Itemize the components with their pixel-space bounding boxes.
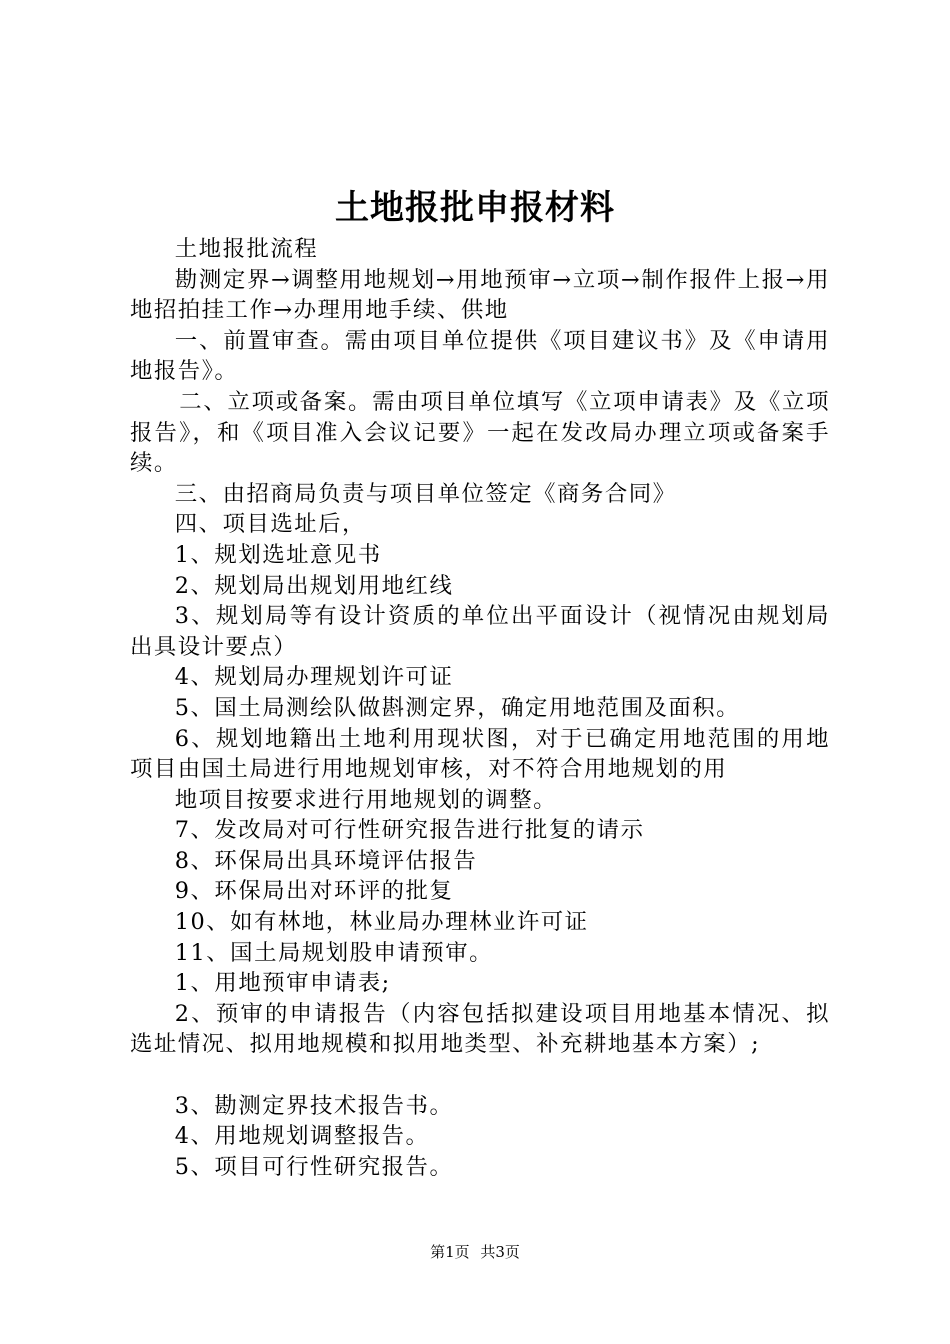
list-item: 9、环保局出对环评的批复 [174,878,454,905]
paragraph-flow-heading: 土地报批流程 [174,236,319,262]
paragraph-step-2: 二、立项或备案。需由项目单位填写《立项申请表》及《立项报告》，和《项目准入会议记要》一起在发改局办理立项或备案手续。 [130,388,830,477]
list-item: 5、国土局测绘队做斟测定界，确定用地范围及面积。 [174,694,741,721]
list-item-continuation: 地项目按要求进行用地规划的调整。 [174,786,558,813]
paragraph-step-4: 四、项目选址后， [174,511,366,538]
page-footer [0,1242,950,1262]
paragraph-step-3: 三、由招商局负责与项目单位签定《商务合同》 [174,480,677,507]
list-item: 5、项目可行性研究报告。 [174,1153,454,1180]
list-item: 7、发改局对可行性研究报告进行批复的请示 [174,817,645,844]
list-item: 4、用地规划调整报告。 [174,1123,430,1150]
list-item: 10、如有林地，林业局办理林业许可证 [174,909,589,936]
list-item: 1、用地预审申请表; [174,970,391,997]
list-item: 8、环保局出具环境评估报告 [174,847,478,874]
paragraph-flow-steps: 勘测定界→调整用地规划→用地预审→立项→制作报件上报→用地招拍挂工作→办理用地手续、供地 [130,266,830,324]
paragraph-step-1: 一、前置审查。需由项目单位提供《项目建议书》及《申请用地报告》。 [130,327,830,385]
document-body [130,234,830,1182]
list-item: 2、规划局出规划用地红线 [174,572,454,599]
list-item: 1、规划选址意见书 [174,541,382,568]
list-item: 6、规划地籍出土地利用现状图，对于已确定用地范围的用地项目由国土局进行用地规划审核，对不符合用地规划的用 [130,725,830,783]
list-item: 3、勘测定界技术报告书。 [174,1092,454,1119]
list-item: 3、规划局等有设计资质的单位出平面设计（视情况由规划局出具设计要点） [130,603,830,660]
list-item: 2、预审的申请报告（内容包括拟建设项目用地基本情况、拟选址情况、拟用地规模和拟用地类型、补充耕地基本方案）; [130,1000,830,1058]
list-item: 4、规划局办理规划许可证 [174,664,454,691]
list-item: 11、国土局规划股申请预审。 [174,939,493,966]
page-total: 共3页 [480,1243,520,1261]
document-title: 土地报批申报材料 [335,188,615,228]
page-number: 第1页 [430,1243,470,1261]
blank-line [130,1060,830,1091]
